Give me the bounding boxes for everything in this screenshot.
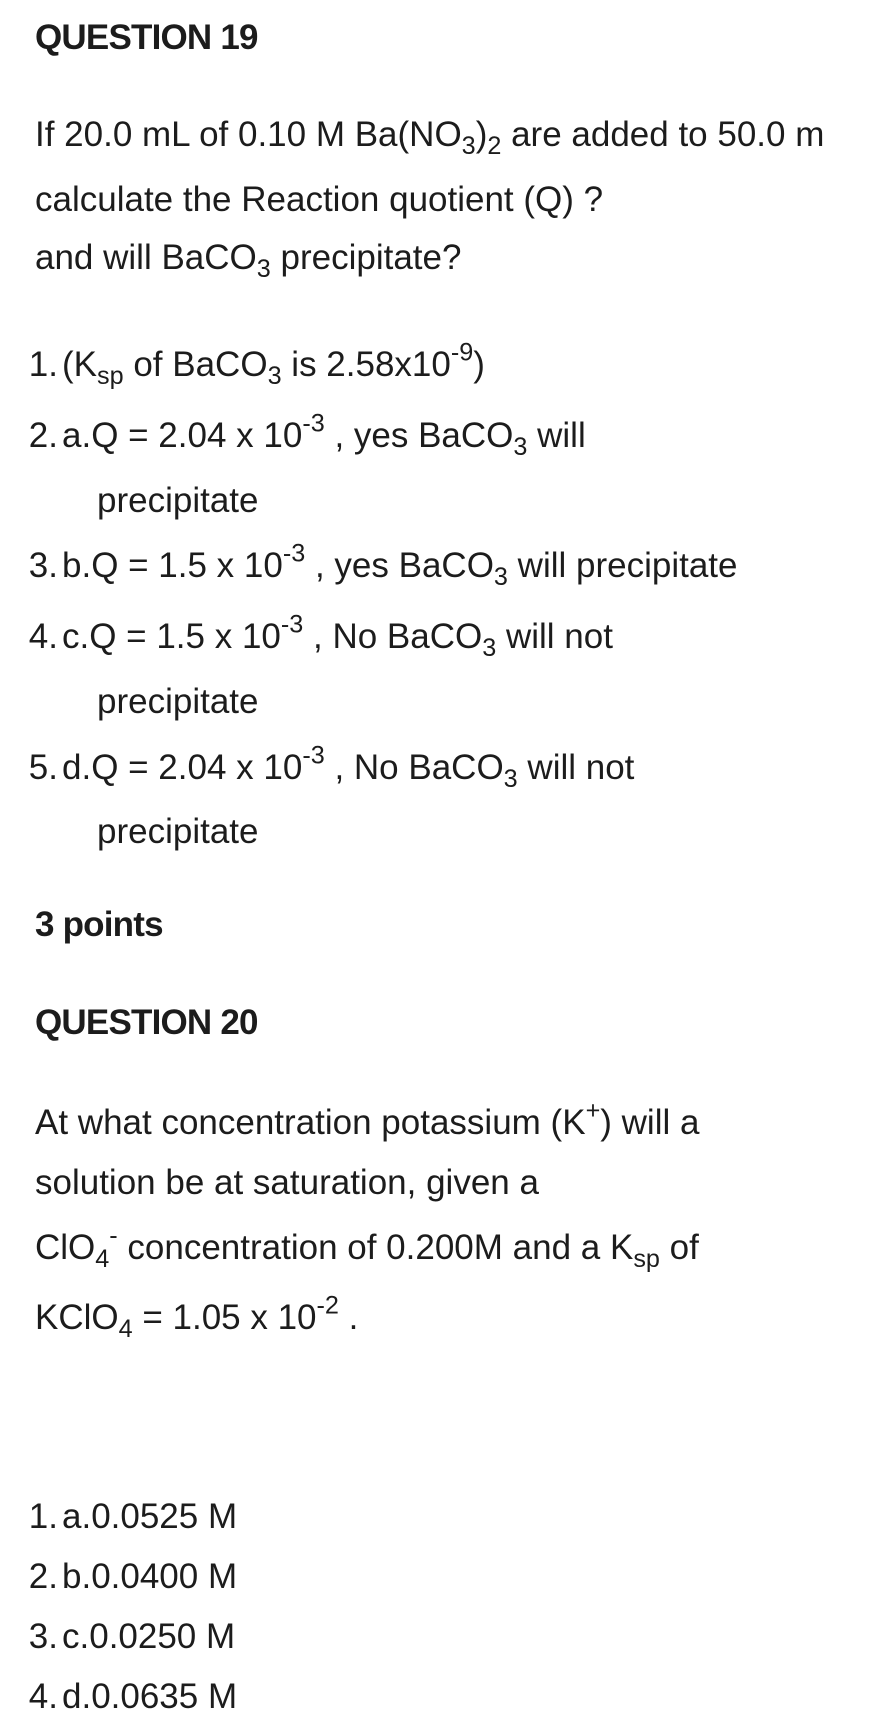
question-20-heading: QUESTION 20	[35, 1003, 258, 1042]
question-20-stem-line-2: solution be at saturation, given a	[35, 1163, 539, 1202]
question-20-option-2[interactable]: 2. b.0.0400 M	[28, 1557, 238, 1596]
question-20-stem-line-1: At what concentration potassium (K+) will a	[35, 1096, 700, 1142]
question-19-option-5[interactable]: 5. d.Q = 2.04 x $10^{-3}$ , No BaCO$_3$ will not	[28, 741, 635, 794]
question-19-option-2[interactable]: 2. a.Q = 2.04 x $10^{-3}$ , yes BaCO$_3$ will	[28, 409, 586, 462]
question-19-heading: QUESTION 19	[35, 18, 258, 57]
question-19-option-1[interactable]: 1. ($K_{sp}$ of BaCO$_3$ is $2.58x10^{-9}$)	[28, 338, 485, 391]
question-19-option-4[interactable]: 4. c.Q = 1.5 x $10^{-3}$ , No BaCO$_3$ will not	[28, 610, 613, 663]
question-19-points: 3 points	[35, 905, 163, 944]
question-19-stem-line-1: If 20.0 mL of 0.10 M $Ba(NO_3)_2$ are added to 50.0 m	[35, 115, 825, 161]
question-19-option-4-continuation: precipitate	[97, 682, 259, 721]
question-19-option-2-continuation: precipitate	[97, 481, 259, 520]
question-20-stem-line-4: KClO$_4$ = 1.05 x $10^{-2}$ .	[35, 1291, 359, 1344]
question-20-stem-line-3: ClO$_4$- concentration of 0.200M and a $K_{sp}$ of	[35, 1221, 699, 1274]
question-19-option-5-continuation: precipitate	[97, 812, 259, 851]
question-19-stem-line-2: calculate the Reaction quotient (Q) ?	[35, 180, 604, 219]
question-20-option-4[interactable]: 4. d.0.0635 M	[28, 1677, 238, 1716]
question-20-option-3[interactable]: 3. c.0.0250 M	[28, 1617, 236, 1656]
question-19-stem-line-3: and will BaCO$_3$ precipitate?	[35, 238, 462, 284]
question-19-option-3[interactable]: 3. b.Q = 1.5 x $10^{-3}$ , yes BaCO$_3$ will precipitate	[28, 539, 738, 592]
question-20-option-1[interactable]: 1. a.0.0525 M	[28, 1497, 238, 1536]
